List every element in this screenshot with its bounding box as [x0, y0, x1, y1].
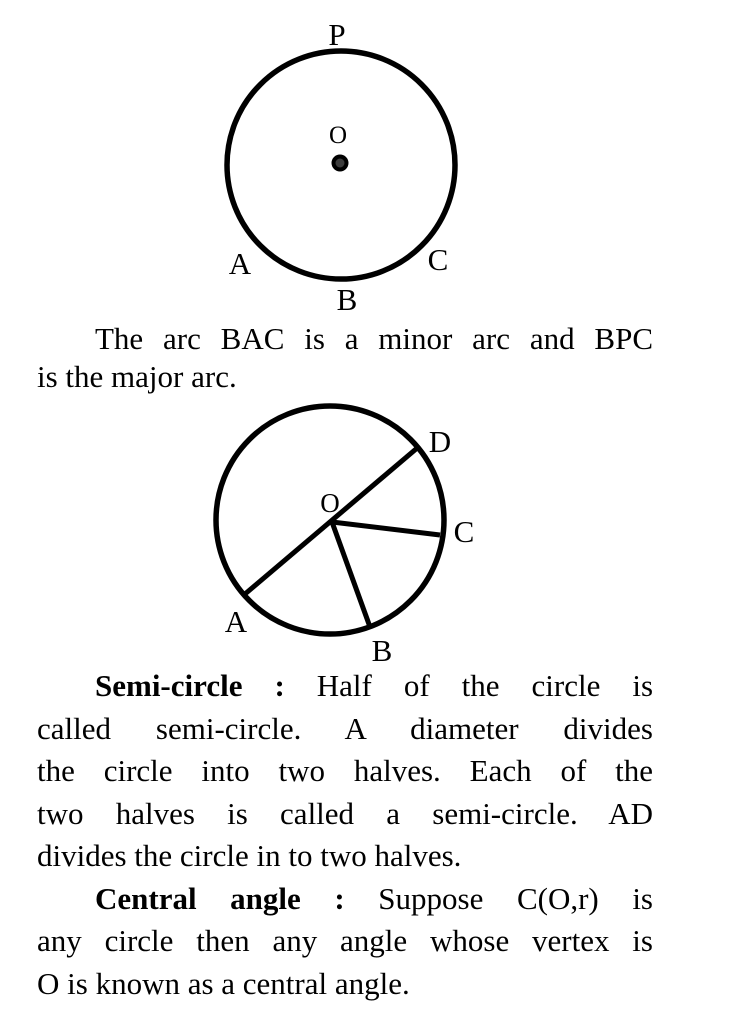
- text-span: Half of the circle is: [316, 668, 654, 703]
- paragraph-arc: [37, 320, 653, 396]
- center-label-o: O: [328, 122, 348, 149]
- text-line: [37, 665, 653, 708]
- text-line: two halves is called a semi-circle. AD: [37, 795, 653, 831]
- text-line: called semi-circle. A diameter divides: [37, 710, 653, 746]
- term-central-angle: Central angle :: [95, 880, 345, 916]
- radius-ob-line: [332, 522, 370, 627]
- term-semi-circle: Semi-circle :: [95, 668, 285, 703]
- text-line: is the major arc.: [37, 359, 237, 394]
- text-line: O is known as a central angle.: [37, 965, 410, 1001]
- text-line: The arc BAC is a minor arc and BPC: [95, 321, 653, 356]
- figure-circle-arc: [180, 14, 462, 320]
- text-line: the circle into two halves. Each of the: [37, 753, 653, 788]
- center-label-o: O: [320, 488, 340, 518]
- circle-radii-diagram: [180, 398, 492, 676]
- point-label-a: A: [228, 246, 252, 281]
- center-dot-inner: [336, 159, 345, 168]
- point-label-c: C: [453, 514, 475, 549]
- point-label-c: C: [427, 242, 449, 277]
- text-span: Suppose C(O,r) is: [378, 880, 653, 916]
- point-label-d: D: [428, 424, 452, 459]
- diameter-ad-line: [245, 449, 416, 594]
- text-line: [37, 878, 653, 921]
- point-label-a: A: [224, 604, 248, 639]
- point-label-b: B: [371, 633, 393, 668]
- circle-arc-diagram: [180, 14, 462, 320]
- figure-circle-radii: [180, 398, 492, 676]
- point-label-b: B: [336, 282, 358, 317]
- paragraph-definitions: [37, 665, 653, 1005]
- radius-oc-line: [332, 522, 440, 535]
- point-label-p: P: [328, 17, 346, 52]
- text-line: divides the circle in to two halves.: [37, 838, 462, 873]
- text-line: any circle then any angle whose vertex is: [37, 923, 653, 958]
